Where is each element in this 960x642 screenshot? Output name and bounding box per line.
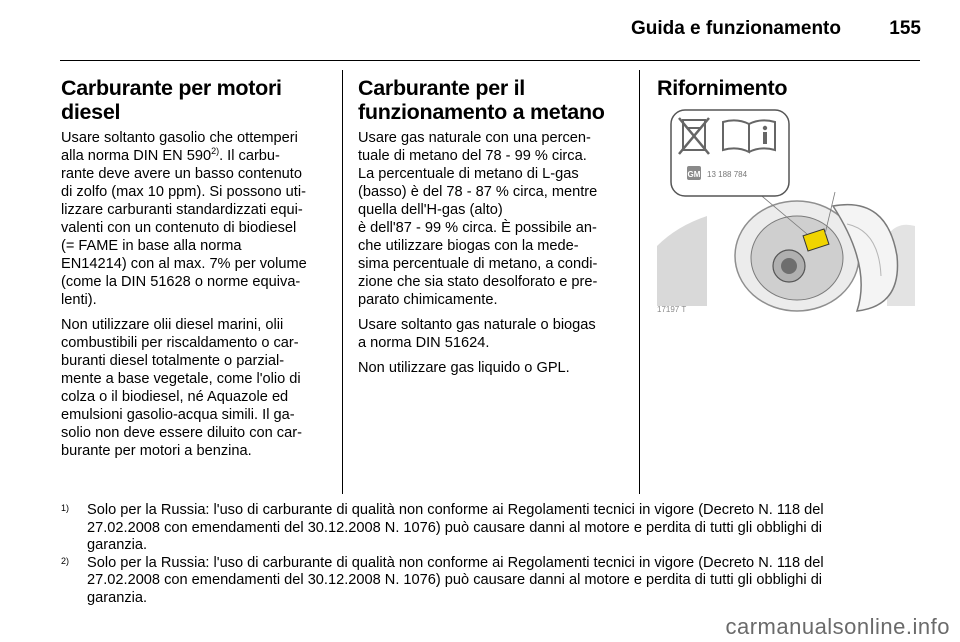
text-line: tuale di metano del 78 - 99 % circa.	[358, 148, 587, 164]
text-line: EN14214) con al max. 7% per volume	[61, 256, 307, 272]
heading-line: diesel	[61, 100, 121, 124]
text-line: buranti diesel totalmente o parzial-	[61, 353, 285, 369]
column-divider-1	[342, 70, 343, 494]
text-line: è dell'87 - 99 % circa. È possibile an-	[358, 220, 597, 236]
text-segment: alla norma DIN EN 590	[61, 148, 212, 164]
text-line: zione che sia stato desolforato e pre-	[358, 274, 598, 290]
heading-line: funzionamento a metano	[358, 100, 605, 124]
text-line: quella dell'H-gas (alto)	[358, 202, 503, 218]
car-body-shape	[657, 216, 707, 306]
label-zoom-box	[671, 110, 789, 196]
text-line: mente a base vegetale, come l'olio di	[61, 371, 301, 387]
text-line: burante per motori a benzina.	[61, 443, 252, 459]
text-line: lizzare carburanti standardizzati equi-	[61, 202, 303, 218]
text-line: rante deve avere un basso contenuto	[61, 166, 302, 182]
text-line: (basso) è del 78 - 87 % circa, mentre	[358, 184, 598, 200]
text-line: sima percentuale di metano, a condi-	[358, 256, 598, 272]
text-line: 27.02.2008 con emendamenti del 30.12.2008 N. 1076) può causare danni al motore e perdita di tutti gli obblighi di	[87, 572, 823, 588]
text-line: valenti con un contenuto di biodiesel	[61, 220, 297, 236]
text-line: Non utilizzare olii diesel marini, olii	[61, 317, 284, 333]
label-code: 13 188 784	[707, 170, 748, 179]
gm-badge-text: GM	[687, 170, 701, 179]
column-divider-2	[639, 70, 640, 494]
methane-paragraph-2	[358, 316, 624, 352]
heading-diesel	[61, 76, 323, 124]
text-line: Usare soltanto gasolio che ottemperi	[61, 130, 298, 146]
diesel-paragraph-2	[61, 316, 323, 460]
fuel-filler-figure	[657, 106, 915, 316]
text-line: (= FAME in base alla norma	[61, 238, 242, 254]
text-line: lenti).	[61, 292, 97, 308]
text-line: La percentuale di metano di L-gas	[358, 166, 579, 182]
text-line: garanzia.	[87, 589, 148, 606]
figure-code: 17197 T	[657, 305, 687, 314]
diesel-paragraph-1	[61, 129, 323, 309]
text-line: parato chimicamente.	[358, 292, 498, 308]
heading-methane	[358, 76, 624, 124]
methane-paragraph-1	[358, 129, 624, 309]
page-number: 155	[889, 18, 921, 39]
text-line: garanzia.	[87, 537, 148, 553]
header-rule	[60, 60, 920, 61]
text-line: di zolfo (max 10 ppm). Si possono uti-	[61, 184, 306, 200]
footnote-mark: 2)	[61, 555, 70, 566]
footnotes	[61, 502, 921, 607]
text-line: colza o il biodiesel, né Aquazole ed	[61, 389, 289, 405]
column-methane	[358, 76, 624, 384]
footnote-ref-2[interactable]: 2)	[211, 146, 220, 156]
text-line: Usare soltanto gas naturale o biogas	[358, 317, 596, 333]
text-line: emulsioni gasolio-acqua simili. Il ga-	[61, 407, 295, 423]
heading-line: Carburante per motori	[61, 76, 282, 100]
footnote-1	[61, 502, 921, 555]
text-line: a norma DIN 51624.	[358, 335, 490, 351]
column-diesel	[61, 76, 323, 467]
text-line: Non utilizzare gas liquido o GPL.	[358, 360, 570, 376]
text-line	[61, 147, 323, 165]
page-header	[0, 18, 921, 48]
fuel-filler-illustration	[657, 106, 915, 316]
text-line: Solo per la Russia: l'uso di carburante di qualità non conforme ai Regolamenti tecnici in vigore (Decreto N. 118 del	[87, 502, 824, 518]
filler-neck-hole	[781, 258, 797, 274]
heading-line: Carburante per il	[358, 76, 525, 100]
text-line: Solo per la Russia: l'uso di carburante di qualità non conforme ai Regolamenti tecnici in vigore (Decreto N. 118 del	[87, 554, 824, 571]
watermark: carmanualsonline.info	[725, 614, 950, 639]
text-line: 27.02.2008 con emendamenti del 30.12.2008 N. 1076) può causare danni al motore e perdita di tutti gli obblighi di	[87, 519, 823, 536]
methane-paragraph-3	[358, 359, 624, 377]
text-line: (come la DIN 51628 o norme equiva-	[61, 274, 301, 290]
column-refuelling	[657, 76, 919, 316]
chapter-title: Guida e funzionamento	[630, 18, 841, 39]
text-line: combustibili per riscaldamento o car-	[61, 335, 299, 351]
footnote-mark: 1)	[61, 503, 70, 513]
text-line: solio non deve essere diluito con car-	[61, 425, 302, 441]
heading-refuelling: Rifornimento	[657, 76, 788, 100]
text-line: che utilizzare biogas con la mede-	[358, 238, 579, 254]
text-line: Usare gas naturale con una percen-	[358, 130, 591, 146]
text-segment: . Il carbu-	[219, 148, 280, 164]
footnote-2	[61, 555, 921, 608]
